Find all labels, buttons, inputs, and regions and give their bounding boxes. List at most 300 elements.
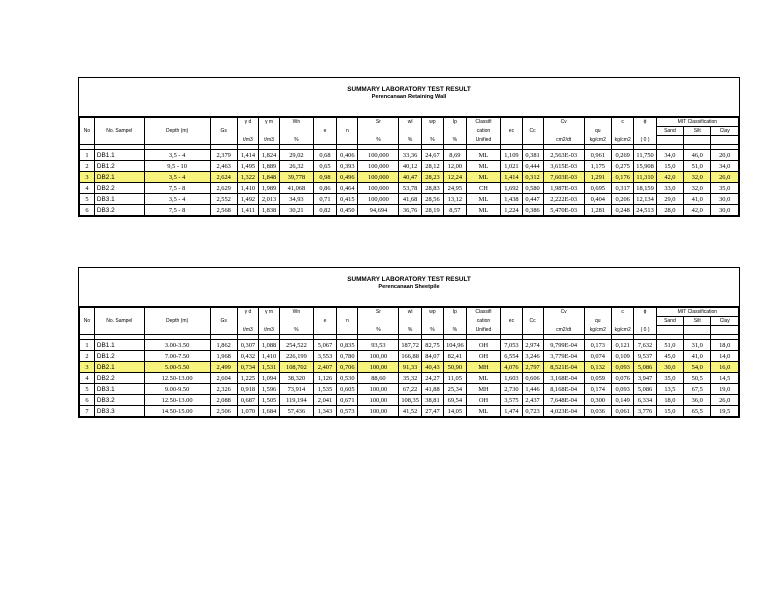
- header-wn: Wn: [280, 308, 314, 317]
- table-cell: 1,343: [313, 406, 337, 417]
- header-u-phi: ( 0 ): [634, 136, 656, 145]
- table-cell: 1: [80, 340, 95, 351]
- table-cell: DB2.2: [94, 373, 144, 384]
- table-cell: 1,838: [259, 205, 280, 216]
- table-cell: 2,407: [313, 362, 337, 373]
- table-cell: 1,224: [501, 205, 522, 216]
- table-cell: 5: [80, 384, 95, 395]
- table-cell: 5,086: [634, 362, 656, 373]
- table-cell: 2,730: [501, 384, 522, 395]
- table-cell: 50,90: [444, 362, 466, 373]
- table-cell: 100,000: [358, 150, 399, 161]
- header-cell: [684, 326, 711, 335]
- header-cell: [634, 127, 656, 136]
- table-cell: 12.50-13.00: [144, 395, 210, 406]
- header-cell: [444, 127, 466, 136]
- table-cell: 5,086: [634, 384, 656, 395]
- table-cell: 14,0: [711, 351, 739, 362]
- table-cell: 1,088: [259, 340, 280, 351]
- table-cell: 0,300: [584, 395, 611, 406]
- header-sand: Sand: [656, 317, 683, 326]
- table-cell: 3,575: [501, 395, 522, 406]
- table-cell: 40,47: [399, 172, 421, 183]
- table-cell: 0,093: [611, 384, 633, 395]
- header-cation: cation: [466, 127, 501, 136]
- table-cell: 2: [80, 161, 95, 172]
- table-row: [80, 384, 739, 395]
- header-wl: wl: [399, 118, 421, 127]
- table-cell: 2,437: [522, 395, 543, 406]
- table-cell: 46,0: [684, 150, 711, 161]
- table-cell: 1,414: [501, 172, 522, 183]
- table-cell: DB2.1: [94, 172, 144, 183]
- table-cell: 108,35: [399, 395, 421, 406]
- header-cell: [94, 308, 144, 317]
- table-cell: 93,53: [358, 340, 399, 351]
- table-cell: 0,734: [237, 362, 258, 373]
- table-cell: 67,22: [399, 384, 421, 395]
- table-cell: 6: [80, 205, 95, 216]
- table-cell: 7,053: [501, 340, 522, 351]
- header-u-ip: %: [444, 136, 466, 145]
- header-cell: [656, 326, 683, 335]
- table-cell: 1: [80, 150, 95, 161]
- table-cell: 0,132: [584, 362, 611, 373]
- table-cell: 25,34: [444, 384, 466, 395]
- header-cell: [144, 326, 210, 335]
- table-cell: 1,225: [237, 373, 258, 384]
- table-cell: 19,5: [711, 406, 739, 417]
- table-cell: 2,629: [210, 183, 237, 194]
- table-cell: 1,692: [501, 183, 522, 194]
- table-cell: 9.00-9.50: [144, 384, 210, 395]
- table-cell: 1,410: [259, 351, 280, 362]
- table-cell: 3: [80, 362, 95, 373]
- header-cell: [259, 317, 280, 326]
- table-title: SUMMARY LABORATORY TEST RESULT: [347, 276, 471, 283]
- sheetpile-summary-table: [78, 267, 740, 418]
- table-cell: 39,778: [280, 172, 314, 183]
- header-qu: qu: [584, 317, 611, 326]
- table-cell: 2,604: [210, 373, 237, 384]
- table-cell: 8,168E-04: [543, 384, 584, 395]
- table-cell: 26,32: [280, 161, 314, 172]
- table-cell: 7,632: [634, 340, 656, 351]
- header-classif: Classifi: [466, 118, 501, 127]
- header-u-wn: %: [280, 326, 314, 335]
- table-cell: 53,78: [399, 183, 421, 194]
- table-cell: DB2.1: [94, 362, 144, 373]
- table-cell: 2,379: [210, 150, 237, 161]
- table-row: [80, 172, 739, 183]
- table-cell: 8,521E-04: [543, 362, 584, 373]
- header-cell: [313, 118, 337, 127]
- table-cell: 0,149: [611, 395, 633, 406]
- table-cell: 94,694: [358, 205, 399, 216]
- table-cell: DB1.2: [94, 351, 144, 362]
- table-cell: 0,447: [522, 194, 543, 205]
- table-cell: 18,159: [634, 183, 656, 194]
- table-cell: 0,98: [313, 172, 337, 183]
- table-cell: 0,406: [337, 150, 358, 161]
- table-subtitle: Perencanaan Sheetpile: [378, 284, 440, 290]
- table-subtitle: Perencanaan Retaining Wall: [371, 94, 447, 100]
- table-cell: 3,5 - 4: [144, 194, 210, 205]
- table-cell: 34,0: [711, 161, 739, 172]
- table-cell: 0,496: [337, 172, 358, 183]
- table-cell: 3,615E-03: [543, 161, 584, 172]
- table-cell: 1,322: [237, 172, 258, 183]
- header-cell: [144, 308, 210, 317]
- table-cell: 5: [80, 194, 95, 205]
- table-cell: 1,492: [237, 194, 258, 205]
- table-cell: 1,862: [210, 340, 237, 351]
- table-cell: 36,0: [684, 395, 711, 406]
- header-ec: ec: [501, 317, 522, 326]
- table-cell: 12,00: [444, 161, 466, 172]
- header-cell: [522, 326, 543, 335]
- table-row: [80, 351, 739, 362]
- table-cell: 14,5: [711, 373, 739, 384]
- table-cell: 3,168E-04: [543, 373, 584, 384]
- table-cell: 7,5 - 8: [144, 183, 210, 194]
- header-u-wp: %: [421, 136, 443, 145]
- header-cell: [501, 326, 522, 335]
- table-cell: 0,606: [522, 373, 543, 384]
- header-cell: [522, 118, 543, 127]
- header-wp: wp: [421, 308, 443, 317]
- table-cell: 0,393: [337, 161, 358, 172]
- header-sample: No. Sampel: [94, 317, 144, 326]
- table-cell: 12.50-13.00: [144, 373, 210, 384]
- header-cell: [543, 317, 584, 326]
- table-cell: 1,109: [501, 150, 522, 161]
- table-cell: 28,0: [656, 205, 683, 216]
- table-cell: 0,65: [313, 161, 337, 172]
- table-cell: 0,074: [584, 351, 611, 362]
- table-cell: DB3.1: [94, 384, 144, 395]
- header-cell: [80, 308, 95, 317]
- header-cell: [80, 136, 95, 145]
- table-cell: 3,553: [313, 351, 337, 362]
- table-cell: 3: [80, 172, 95, 183]
- header-sample: No. Sampel: [94, 127, 144, 136]
- table-cell: 3.00-3.50: [144, 340, 210, 351]
- header-u-qu: kg/cm2: [584, 326, 611, 335]
- table-cell: 0,671: [337, 395, 358, 406]
- table-cell: DB3.2: [94, 205, 144, 216]
- table-cell: 1,414: [237, 150, 258, 161]
- header-mit-classification: MIT Classification: [656, 118, 738, 127]
- table-cell: 57,436: [280, 406, 314, 417]
- header-cell: [337, 118, 358, 127]
- table-cell: 32,0: [684, 172, 711, 183]
- table-cell: 0,386: [522, 205, 543, 216]
- header-gs: Gs: [210, 317, 237, 326]
- table-cell: OH: [466, 351, 501, 362]
- table-cell: 4: [80, 183, 95, 194]
- table-cell: DB1.1: [94, 340, 144, 351]
- table-cell: 1,281: [584, 205, 611, 216]
- table-cell: 0,918: [237, 384, 258, 395]
- header-silt: Silt: [684, 127, 711, 136]
- header-cell: [313, 136, 337, 145]
- table-cell: ML: [466, 172, 501, 183]
- header-u-yd: t/m3: [237, 326, 258, 335]
- table-cell: 51,0: [684, 161, 711, 172]
- table-cell: 5,470E-03: [543, 205, 584, 216]
- header-cell: [210, 118, 237, 127]
- table-cell: 15,0: [656, 406, 683, 417]
- table-cell: OH: [466, 340, 501, 351]
- table-cell: 42,0: [684, 205, 711, 216]
- header-wp: wp: [421, 118, 443, 127]
- table-cell: 1,684: [259, 406, 280, 417]
- table-cell: DB1.2: [94, 161, 144, 172]
- header-cv: Cv: [543, 118, 584, 127]
- table-cell: ML: [466, 406, 501, 417]
- table-cell: 3,776: [634, 406, 656, 417]
- table-cell: ML: [466, 150, 501, 161]
- header-phi: ϕ: [634, 308, 656, 317]
- table-cell: 35,0: [656, 373, 683, 384]
- header-cell: [358, 127, 399, 136]
- table-cell: 14,05: [444, 406, 466, 417]
- table-cell: 1,987E-03: [543, 183, 584, 194]
- table-cell: 7.00-7.50: [144, 351, 210, 362]
- table-cell: 0,464: [337, 183, 358, 194]
- header-cell: [94, 118, 144, 127]
- header-ym: γ m: [259, 308, 280, 317]
- header-u-wp: %: [421, 326, 443, 335]
- header-classif: Classifi: [466, 308, 501, 317]
- table-cell: DB2.2: [94, 183, 144, 194]
- table-cell: 30,21: [280, 205, 314, 216]
- table-cell: 1,603: [501, 373, 522, 384]
- header-mit-classification: MIT Classification: [656, 308, 738, 317]
- table-cell: 0,695: [584, 183, 611, 194]
- header-cell: [313, 326, 337, 335]
- header-cell: [280, 127, 314, 136]
- retaining-wall-summary-table: [78, 77, 740, 217]
- table-cell: 100,00: [358, 395, 399, 406]
- table-cell: 0,307: [237, 340, 258, 351]
- table-cell: 0,835: [337, 340, 358, 351]
- table-cell: 100,000: [358, 172, 399, 183]
- header-e: e: [313, 127, 337, 136]
- table-row: [80, 406, 739, 417]
- table-cell: 1,495: [237, 161, 258, 172]
- table-title-area: [79, 268, 739, 307]
- table-cell: 1,968: [210, 351, 237, 362]
- table-cell: 33,0: [656, 183, 683, 194]
- table-cell: 0,86: [313, 183, 337, 194]
- table-cell: 187,72: [399, 340, 421, 351]
- table-cell: 2,013: [259, 194, 280, 205]
- table-cell: 4,023E-04: [543, 406, 584, 417]
- header-cell: [421, 127, 443, 136]
- table-cell: 100,000: [358, 183, 399, 194]
- table-cell: 6,334: [634, 395, 656, 406]
- header-sand: Sand: [656, 127, 683, 136]
- table-cell: 32,0: [684, 183, 711, 194]
- table-cell: 226,199: [280, 351, 314, 362]
- table-cell: 0,036: [584, 406, 611, 417]
- table-cell: 34,0: [656, 150, 683, 161]
- table-cell: 65,5: [684, 406, 711, 417]
- table-cell: 41,68: [399, 194, 421, 205]
- table-cell: 0,82: [313, 205, 337, 216]
- table-cell: 6: [80, 395, 95, 406]
- table-cell: 6,554: [501, 351, 522, 362]
- table-cell: 2: [80, 351, 95, 362]
- table-cell: 24,27: [421, 373, 443, 384]
- table-cell: 2,088: [210, 395, 237, 406]
- header-depth: Depth (m): [144, 127, 210, 136]
- header-cell: [399, 317, 421, 326]
- table-cell: 9,5 - 10: [144, 161, 210, 172]
- table-cell: 35,32: [399, 373, 421, 384]
- header-cell: [501, 136, 522, 145]
- table-cell: 0,176: [611, 172, 633, 183]
- table-cell: 2,552: [210, 194, 237, 205]
- header-n: n: [337, 127, 358, 136]
- header-ec: ec: [501, 127, 522, 136]
- header-wn: Wn: [280, 118, 314, 127]
- table-cell: 0,061: [611, 406, 633, 417]
- table-cell: 108,702: [280, 362, 314, 373]
- header-cell: [711, 326, 739, 335]
- header-cell: [210, 326, 237, 335]
- table-row: [80, 205, 739, 216]
- table-cell: 26,0: [711, 395, 739, 406]
- header-u-c: kg/cm2: [611, 326, 633, 335]
- table-cell: 0,580: [522, 183, 543, 194]
- table-cell: 50,5: [684, 373, 711, 384]
- table-cell: 18,0: [656, 395, 683, 406]
- table-cell: 41,52: [399, 406, 421, 417]
- header-u-phi: ( 0 ): [634, 326, 656, 335]
- header-u-qu: kg/cm2: [584, 136, 611, 145]
- header-c: c: [611, 308, 633, 317]
- header-c: c: [611, 118, 633, 127]
- table-cell: 4,076: [501, 362, 522, 373]
- table-row: [80, 395, 739, 406]
- table-cell: 11,05: [444, 373, 466, 384]
- table-cell: 100,00: [358, 362, 399, 373]
- table-cell: 31,0: [684, 340, 711, 351]
- table-cell: 7: [80, 406, 95, 417]
- results-table: [79, 307, 739, 417]
- table-cell: 0,605: [337, 384, 358, 395]
- table-cell: 2,463: [210, 161, 237, 172]
- table-cell: 13,12: [444, 194, 466, 205]
- table-cell: 100,00: [358, 384, 399, 395]
- table-cell: 1,531: [259, 362, 280, 373]
- table-cell: 28,83: [421, 183, 443, 194]
- header-cell: [144, 136, 210, 145]
- header-cell: [144, 118, 210, 127]
- table-cell: 0,317: [611, 183, 633, 194]
- header-ym: γ m: [259, 118, 280, 127]
- header-cell: [634, 317, 656, 326]
- header-yd: γ d: [237, 118, 258, 127]
- table-cell: 119,194: [280, 395, 314, 406]
- table-cell: 0,269: [611, 150, 633, 161]
- table-cell: 2,499: [210, 362, 237, 373]
- header-ip: Ip: [444, 308, 466, 317]
- table-cell: 1,021: [501, 161, 522, 172]
- table-cell: 82,41: [444, 351, 466, 362]
- table-cell: DB3.1: [94, 194, 144, 205]
- table-cell: 18,0: [711, 340, 739, 351]
- header-cell: [543, 127, 584, 136]
- table-cell: 0,71: [313, 194, 337, 205]
- header-cell: [237, 317, 258, 326]
- header-cell: [358, 317, 399, 326]
- table-cell: 3,947: [634, 373, 656, 384]
- table-cell: 3,5 - 4: [144, 172, 210, 183]
- table-cell: 14.50-15.00: [144, 406, 210, 417]
- table-cell: ML: [466, 161, 501, 172]
- table-cell: 2,222E-03: [543, 194, 584, 205]
- table-cell: 100,00: [358, 351, 399, 362]
- table-row: [80, 194, 739, 205]
- table-cell: 104,96: [444, 340, 466, 351]
- header-e: e: [313, 317, 337, 326]
- table-cell: 29,0: [656, 194, 683, 205]
- table-cell: 1,474: [501, 406, 522, 417]
- table-cell: 33,36: [399, 150, 421, 161]
- table-row: [80, 362, 739, 373]
- header-unified: Unified: [466, 136, 501, 145]
- table-cell: 0,961: [584, 150, 611, 161]
- header-sr: Sr: [358, 118, 399, 127]
- table-cell: 41,068: [280, 183, 314, 194]
- table-cell: 3,5 - 4: [144, 150, 210, 161]
- table-cell: ML: [466, 194, 501, 205]
- header-cell: [421, 317, 443, 326]
- header-cell: [237, 127, 258, 136]
- header-cell: [259, 127, 280, 136]
- header-u-wl: %: [399, 136, 421, 145]
- table-cell: 3,779E-04: [543, 351, 584, 362]
- table-cell: 0,450: [337, 205, 358, 216]
- table-cell: 4: [80, 373, 95, 384]
- table-cell: 8,57: [444, 205, 466, 216]
- table-cell: 100,000: [358, 161, 399, 172]
- table-cell: 0,093: [611, 362, 633, 373]
- table-cell: 24,67: [421, 150, 443, 161]
- table-cell: 0,780: [337, 351, 358, 362]
- table-cell: 0,723: [522, 406, 543, 417]
- table-cell: 0,573: [337, 406, 358, 417]
- table-cell: 84,07: [421, 351, 443, 362]
- header-clay: Clay: [711, 127, 739, 136]
- table-cell: 2,506: [210, 406, 237, 417]
- table-cell: 28,56: [421, 194, 443, 205]
- table-cell: 0,706: [337, 362, 358, 373]
- header-cell: [399, 127, 421, 136]
- header-u-ym: t/m3: [259, 136, 280, 145]
- header-cc: Cc: [522, 317, 543, 326]
- header-cell: [337, 308, 358, 317]
- table-cell: DB3.3: [94, 406, 144, 417]
- table-cell: DB3.2: [94, 395, 144, 406]
- table-title-area: [79, 78, 739, 117]
- table-cell: 1,411: [237, 205, 258, 216]
- table-cell: 254,522: [280, 340, 314, 351]
